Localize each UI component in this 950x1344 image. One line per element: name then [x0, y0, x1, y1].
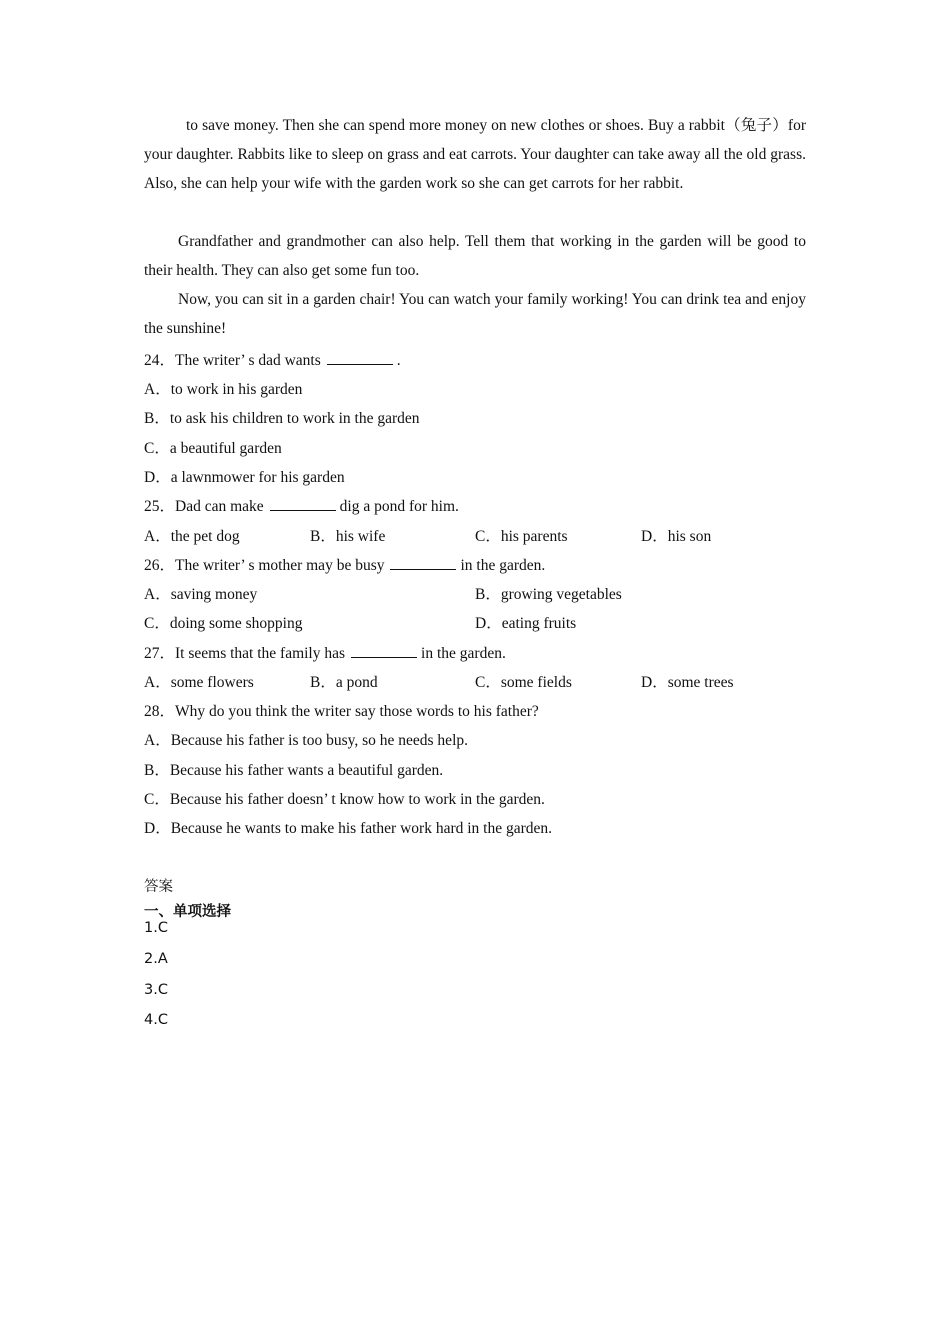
question-26-text: 26．The writer’ s mother may be busy [144, 557, 385, 574]
answer-item-3: 3.C [144, 982, 168, 998]
question-27-blank [351, 643, 417, 658]
question-27-option-c: C．some fields [475, 674, 572, 691]
question-27-option-d: D．some trees [641, 674, 734, 691]
question-26-blank [390, 555, 456, 570]
answer-item-4: 4.C [144, 1012, 168, 1028]
passage-paragraph-1: to save money. Then she can spend more money on new clothes or shoes. Buy a rabbit（兔子）for your daughter. Rabbits like to sleep on grass and eat carrots. Your daughter can take away all the old grass. Also, she can help your wife with the garden work so she can get carrots for her rabbit. [144, 117, 806, 192]
question-25-option-d: D．his son [641, 528, 712, 545]
question-24-text: 24．The writer’ s dad wants [144, 352, 321, 369]
question-26-option-a: A．saving money [144, 586, 258, 603]
question-28-option-b: B．Because his father wants a beautiful garden. [144, 762, 444, 779]
question-28-option-c: C．Because his father doesn’ t know how to work in the garden. [144, 791, 545, 808]
question-26-option-d: D．eating fruits [475, 615, 577, 632]
answers-heading: 答案 [144, 879, 173, 895]
question-28-option-a: A．Because his father is too busy, so he needs help. [144, 732, 468, 749]
question-25-option-b: B．his wife [310, 528, 386, 545]
question-24-option-c: C．a beautiful garden [144, 440, 282, 457]
question-24-option-b: B．to ask his children to work in the garden [144, 410, 420, 427]
answers-section-title: 一、单项选择 [144, 904, 231, 920]
question-28-stem: 28．Why do you think the writer say those words to his father? [144, 703, 539, 720]
question-24-option-a: A．to work in his garden [144, 381, 303, 398]
answer-item-1: 1.C [144, 920, 168, 936]
question-26-option-b: B．growing vegetables [475, 586, 622, 603]
question-25-blank [270, 496, 336, 511]
question-24-blank [327, 350, 393, 365]
question-27-stem [144, 641, 506, 663]
question-25-text: 25．Dad can make [144, 498, 264, 515]
question-25-text-end: dig a pond for him. [339, 498, 459, 515]
passage-paragraph-3: Now, you can sit in a garden chair! You can watch your family working! You can drink tea and enjoy the sunshine! [144, 291, 806, 337]
question-26-text-end: in the garden. [460, 557, 546, 574]
question-25-option-a: A．the pet dog [144, 528, 240, 545]
question-25-stem [144, 494, 459, 516]
question-24-stem [144, 348, 401, 370]
question-24-option-d: D．a lawnmower for his garden [144, 469, 345, 486]
question-24-text-end: . [396, 352, 401, 369]
question-26-option-c: C．doing some shopping [144, 615, 303, 632]
question-27-text: 27．It seems that the family has [144, 645, 346, 662]
question-27-option-a: A．some flowers [144, 674, 254, 691]
question-28-option-d: D．Because he wants to make his father work hard in the garden. [144, 820, 553, 837]
question-26-stem [144, 553, 545, 575]
answer-item-2: 2.A [144, 951, 168, 967]
question-27-option-b: B．a pond [310, 674, 378, 691]
question-25-option-c: C．his parents [475, 528, 568, 545]
question-27-text-end: in the garden. [421, 645, 506, 662]
passage-paragraph-2: Grandfather and grandmother can also help. Tell them that working in the garden will be good to their health. They can also get some fun too. [144, 233, 806, 279]
